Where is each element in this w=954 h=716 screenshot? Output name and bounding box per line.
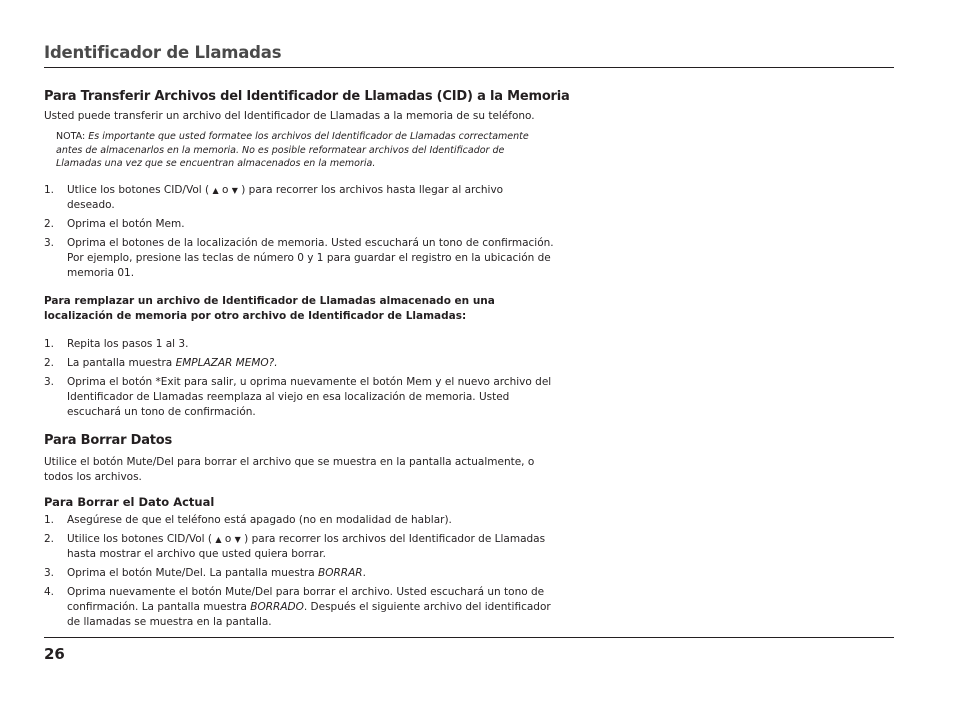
step-number: 2. xyxy=(44,217,55,230)
page-title: Identificador de Llamadas xyxy=(44,43,282,62)
step-number: 2. xyxy=(44,356,55,369)
step-number: 1. xyxy=(44,337,55,350)
subsection-title-delete-current: Para Borrar el Dato Actual xyxy=(44,494,215,509)
step-number: 2. xyxy=(44,532,55,545)
note xyxy=(56,130,546,171)
step-text: Oprima el botón *Exit para salir, u oprima nuevamente el botón Mem y el nuevo archivo del Identificador de Llamadas reemplaza al viejo en esa localización de memoria. Usted escuchará un tono de confirmación. xyxy=(67,375,552,418)
list-item xyxy=(44,217,554,232)
step-number: 1. xyxy=(44,183,55,196)
step-text: Oprima el botón Mem. xyxy=(67,217,185,230)
replace-heading: Para remplazar un archivo de Identificador de Llamadas almacenado en una localización de memoria por otro archivo de Identificador de Llamadas: xyxy=(44,294,495,322)
step-text: . xyxy=(362,566,366,579)
step-text: ) para recorrer los archivos del Identificador de Llamadas hasta mostrar el archivo que usted quiera borrar. xyxy=(67,532,546,560)
main-content xyxy=(44,88,570,634)
delete-intro: Utilice el botón Mute/Del para borrar el archivo que se muestra en la pantalla actualmente, o todos los archivos. xyxy=(44,455,535,483)
list-item xyxy=(44,356,554,371)
list-item xyxy=(44,236,554,281)
display-text: EMPLAZAR MEMO?. xyxy=(175,356,278,369)
note-text: Es importante que usted formatee los archivos del Identificador de Llamadas correctamente antes de almacenarlos en la memoria. No es posible reformatear archivos del Identificador de Llamadas una vez que se encuentran almacenados en la memoria. xyxy=(56,131,529,170)
step-text: o xyxy=(224,532,232,545)
header-divider xyxy=(44,67,894,68)
step-text: Oprima nuevamente el botón Mute/Del para borrar el archivo. Usted escuchará un tono de confirmación. La pantalla muestra xyxy=(67,585,545,613)
transfer-steps xyxy=(44,183,554,281)
display-text: BORRAR xyxy=(318,566,363,579)
delete-steps xyxy=(44,513,554,630)
step-number: 4. xyxy=(44,585,55,598)
step-text: ) para recorrer los archivos hasta llegar al archivo deseado. xyxy=(67,183,504,211)
page-number: 26 xyxy=(44,645,65,663)
display-text: BORRADO xyxy=(250,600,304,613)
down-arrow-icon: ▼ xyxy=(234,534,241,544)
section-title-delete: Para Borrar Datos xyxy=(44,432,173,448)
list-item xyxy=(44,375,554,420)
step-text: Utilice los botones CID/Vol ( xyxy=(67,532,213,545)
step-text: Repita los pasos 1 al 3. xyxy=(67,337,189,350)
transfer-intro: Usted puede transferir un archivo del Identificador de Llamadas a la memoria de su teléfono. xyxy=(44,110,535,122)
step-number: 1. xyxy=(44,513,55,526)
step-text: Asegúrese de que el teléfono está apagado (no en modalidad de hablar). xyxy=(67,513,452,526)
down-arrow-icon: ▼ xyxy=(231,185,238,195)
list-item xyxy=(44,566,554,581)
step-number: 3. xyxy=(44,566,55,579)
step-number: 3. xyxy=(44,375,55,388)
list-item xyxy=(44,513,554,528)
step-text: Utlice los botones CID/Vol ( xyxy=(67,183,210,196)
section-title-transfer: Para Transferir Archivos del Identificador de Llamadas (CID) a la Memoria xyxy=(44,89,570,104)
up-arrow-icon: ▲ xyxy=(212,185,219,195)
list-item xyxy=(44,585,554,630)
list-item xyxy=(44,183,554,213)
note-label: NOTA: xyxy=(56,131,86,142)
step-text: o xyxy=(221,183,229,196)
list-item xyxy=(44,532,554,562)
step-text: Oprima el botones de la localización de memoria. Usted escuchará un tono de confirmación. Por ejemplo, presione las teclas de número 0 y 1 para guardar el registro en la ubicación de memoria 01. xyxy=(67,236,554,279)
step-text: Oprima el botón Mute/Del. La pantalla muestra xyxy=(67,566,315,579)
up-arrow-icon: ▲ xyxy=(215,534,222,544)
step-text: . Después el siguiente archivo del identificador de llamadas se muestra en la pantalla. xyxy=(67,600,551,628)
step-text: La pantalla muestra xyxy=(67,356,173,369)
footer-divider xyxy=(44,637,894,638)
replace-steps xyxy=(44,337,554,420)
list-item xyxy=(44,337,554,352)
step-number: 3. xyxy=(44,236,55,249)
